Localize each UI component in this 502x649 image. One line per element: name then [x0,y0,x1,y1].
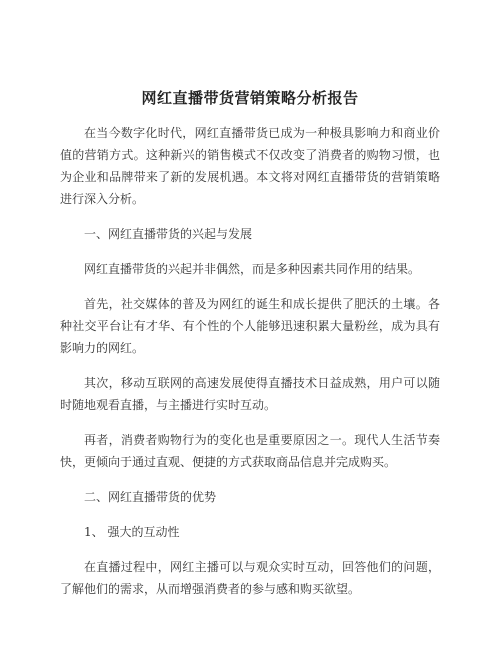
body-paragraph: 首先，社交媒体的普及为网红的诞生和成长提供了肥沃的土壤。各种社交平台让有才华、有个性的个人能够迅速积累大量粉丝，成为具有影响力的网红。 [60,297,440,355]
body-paragraph: 在直播过程中，网红主播可以与观众实时互动，回答他们的问题，了解他们的需求，从而增强消费者的参与感和购买欲望。 [60,560,440,596]
section-heading-2: 二、网红直播带货的优势 [84,490,217,504]
body-paragraph: 其次，移动互联网的高速发展使得直播技术日益成熟，用户可以随时随地观看直播，与主播进行实时互动。 [60,376,440,412]
section-heading-1: 一、网红直播带货的兴起与发展 [84,227,253,241]
intro-paragraph: 在当今数字化时代，网红直播带货已成为一种极具影响力和商业价值的营销方式。这种新兴的销售模式不仅改变了消费者的购物习惯，也为企业和品牌带来了新的发展机遇。本文将对网红直播带货的营销策略进行深入分析。 [60,126,440,206]
body-paragraph: 再者，消费者购物行为的变化也是重要原因之一。现代人生活节奏快，更倾向于通过直观、便捷的方式获取商品信息并完成购买。 [60,433,440,469]
subsection-heading-1: 1、 强大的互动性 [84,525,180,539]
document-title: 网红直播带货营销策略分析报告 [141,89,359,107]
body-paragraph: 网红直播带货的兴起并非偶然，而是多种因素共同作用的结果。 [84,262,421,276]
